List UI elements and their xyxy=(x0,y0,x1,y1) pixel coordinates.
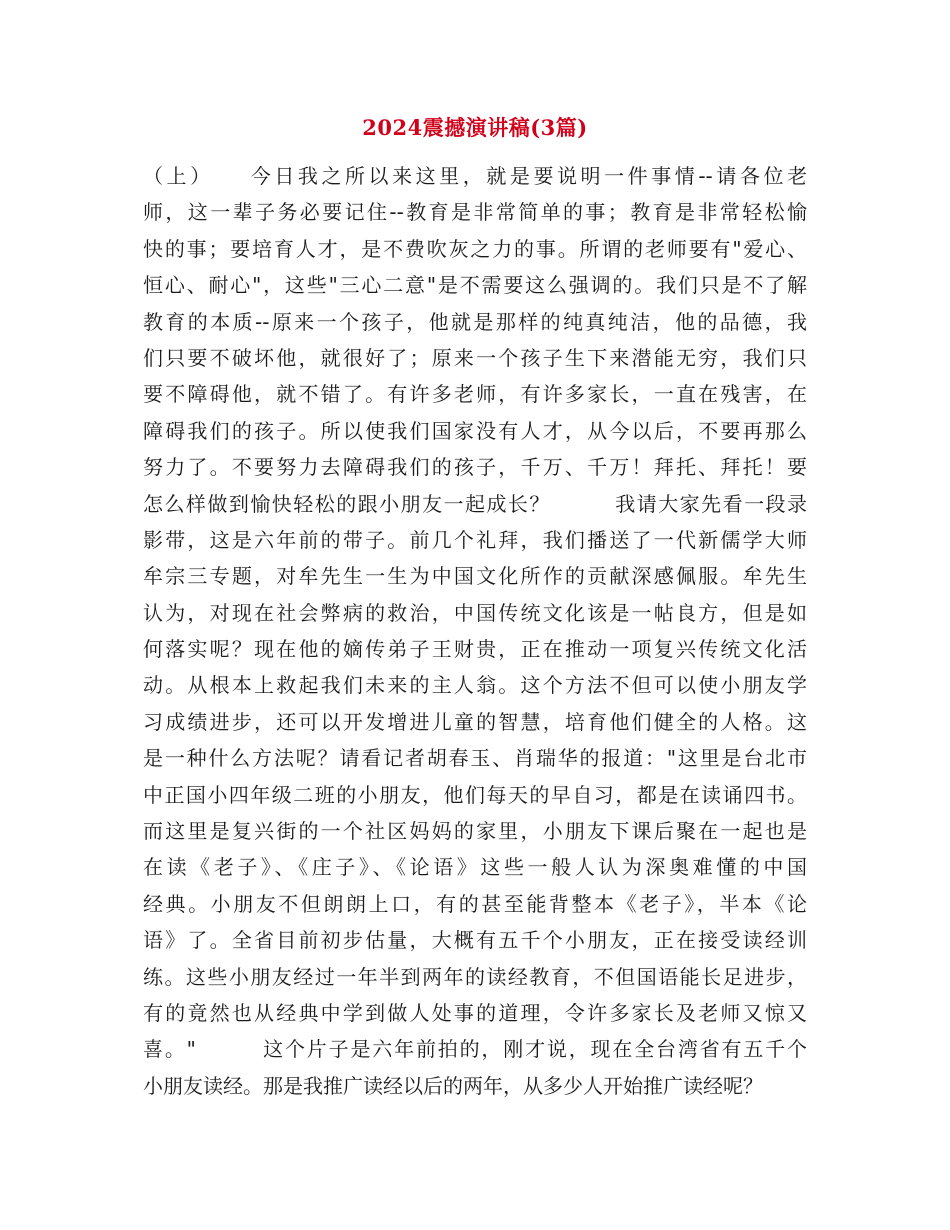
document-title: 2024震撼演讲稿(3篇) xyxy=(362,115,588,140)
body-line: 语》了。全省目前初步估量，大概有五千个小朋友，正在接受读经训 xyxy=(143,928,807,953)
body-line: （上） 今日我之所以来这里，就是要说明一件事情--请各位老 xyxy=(143,164,807,188)
body-line: 怎么样做到愉快轻松的跟小朋友一起成长？ 我请大家先看一段录 xyxy=(143,491,807,516)
body-line: 恒心、耐心"，这些"三心二意"是不需要这么强调的。我们只是不了解 xyxy=(143,273,807,298)
body-line: 影带，这是六年前的带子。前几个礼拜，我们播送了一代新儒学大师 xyxy=(143,527,807,552)
body-line: 喜。" 这个片子是六年前拍的，刚才说，现在全台湾省有五千个 xyxy=(143,1037,807,1062)
body-line: 们只要不破坏他，就很好了；原来一个孩子生下来潜能无穷，我们只 xyxy=(143,345,807,370)
body-line: 练。这些小朋友经过一年半到两年的读经教育，不但国语能长足进步， xyxy=(143,964,807,989)
body-line: 何落实呢？现在他的嫡传弟子王财贵，正在推动一项复兴传统文化活 xyxy=(143,637,807,662)
body-line: 师，这一辈子务必要记住--教育是非常简单的事；教育是非常轻松愉 xyxy=(143,200,807,225)
body-line: 快的事；要培育人才，是不费吹灰之力的事。所谓的老师要有"爱心、 xyxy=(143,236,807,261)
body-line: 小朋友读经。那是我推广读经以后的两年，从多少人开始推广读经呢？ xyxy=(143,1073,763,1098)
body-line: 习成绩进步，还可以开发增进儿童的智慧，培育他们健全的人格。这 xyxy=(143,709,807,734)
body-line: 动。从根本上救起我们未来的主人翁。这个方法不但可以使小朋友学 xyxy=(143,673,807,698)
body-line: 中正国小四年级二班的小朋友，他们每天的早自习，都是在读诵四书。 xyxy=(143,782,807,807)
body-line: 努力了。不要努力去障碍我们的孩子，千万、千万！拜托、拜托！要 xyxy=(143,455,807,480)
document-body xyxy=(143,158,807,1104)
body-line: 牟宗三专题，对牟先生一生为中国文化所作的贡献深感佩服。牟先生 xyxy=(143,564,807,589)
body-line: 在读《老子》、《庄子》、《论语》这些一般人认为深奥难懂的中国 xyxy=(143,855,807,880)
body-line: 有的竟然也从经典中学到做人处事的道理，令许多家长及老师又惊又 xyxy=(143,1000,807,1025)
body-line: 障碍我们的孩子。所以使我们国家没有人才，从今以后，不要再那么 xyxy=(143,418,807,443)
body-line: 而这里是复兴街的一个社区妈妈的家里，小朋友下课后聚在一起也是 xyxy=(143,819,807,844)
body-line: 认为，对现在社会弊病的救治，中国传统文化该是一帖良方，但是如 xyxy=(143,600,807,625)
body-line: 要不障碍他，就不错了。有许多老师，有许多家长，一直在残害，在 xyxy=(143,382,807,407)
body-line: 是一种什么方法呢？请看记者胡春玉、肖瑞华的报道："这里是台北市 xyxy=(143,746,807,771)
body-line: 教育的本质--原来一个孩子，他就是那样的纯真纯洁，他的品德，我 xyxy=(143,309,807,334)
body-line: 经典。小朋友不但朗朗上口，有的甚至能背整本《老子》，半本《论 xyxy=(143,891,807,916)
